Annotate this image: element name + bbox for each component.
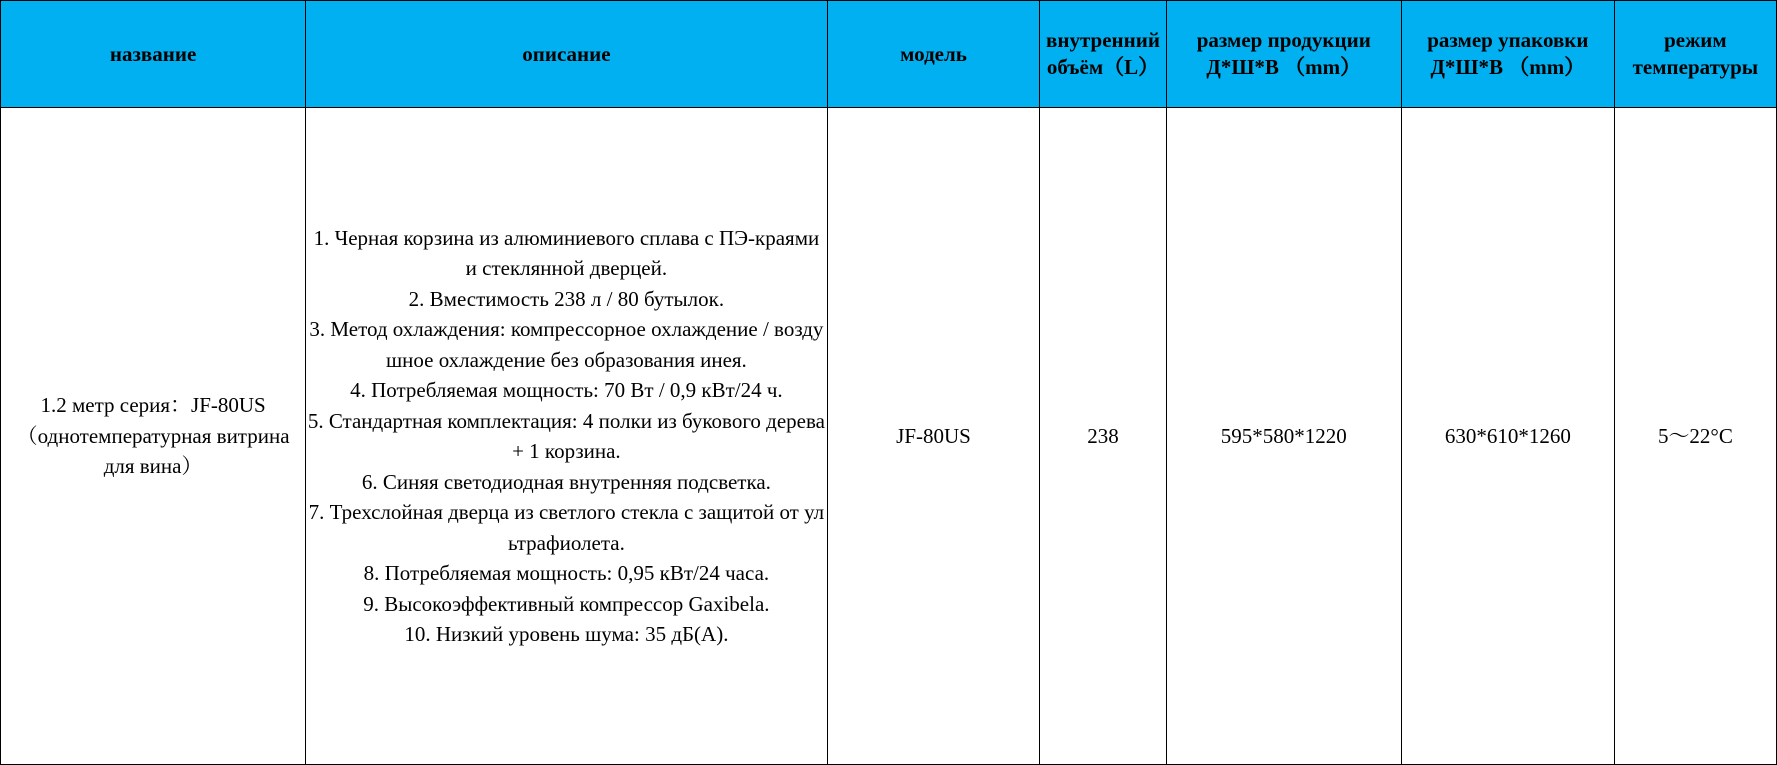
description-line: 2. Вместимость 238 л / 80 бутылок.	[408, 286, 725, 311]
cell-volume[interactable]: 238	[1040, 108, 1166, 765]
description-line: 1. Черная корзина из алюминиевого сплава с ПЭ-краями и стеклянной дверцей.	[313, 225, 820, 280]
description-line: 6. Синяя светодиодная внутренняя подсветка.	[361, 469, 771, 494]
header-row	[1, 1, 1777, 108]
description-line: 7. Трехслойная дверца из светлого стекла с защитой от ультрафиолета.	[308, 500, 825, 555]
cell-description[interactable]	[306, 108, 827, 765]
description-line: 4. Потребляемая мощность: 70 Вт / 0,9 кВт/24 ч.	[350, 378, 783, 402]
cell-name[interactable]: 1.2 метр серия：JF-80US（однотемпературная витрина для вина）	[1, 108, 306, 765]
cell-model[interactable]: JF-80US	[827, 108, 1040, 765]
description-line: 8. Потребляемая мощность: 0,95 кВт/24 часа.	[363, 561, 770, 585]
description-line: 3. Метод охлаждения: компрессорное охлаждение / воздушное охлаждение без образования инея.	[309, 317, 824, 372]
header-package-size[interactable]: размер упаковки Д*Ш*В （mm）	[1401, 1, 1614, 108]
header-name[interactable]: название	[1, 1, 306, 108]
header-product-size[interactable]: размер продукции Д*Ш*В （mm）	[1166, 1, 1401, 108]
cell-package-size[interactable]: 630*610*1260	[1401, 108, 1614, 765]
cell-temp-mode[interactable]: 5～22°C	[1614, 108, 1776, 765]
cell-product-size[interactable]: 595*580*1220	[1166, 108, 1401, 765]
header-temp-mode[interactable]: режим температуры	[1614, 1, 1776, 108]
table-row	[1, 108, 1777, 765]
header-description[interactable]: описание	[306, 1, 827, 108]
header-model[interactable]: модель	[827, 1, 1040, 108]
header-volume[interactable]: внутренний объём（L）	[1040, 1, 1166, 108]
description-line: 5. Стандартная комплектация: 4 полки из букового дерева + 1 корзина.	[307, 408, 825, 463]
description-line: 9. Высокоэффективный компрессор Gaxibela.	[363, 591, 770, 616]
description-line: 10. Низкий уровень шума: 35 дБ(А).	[404, 622, 729, 646]
